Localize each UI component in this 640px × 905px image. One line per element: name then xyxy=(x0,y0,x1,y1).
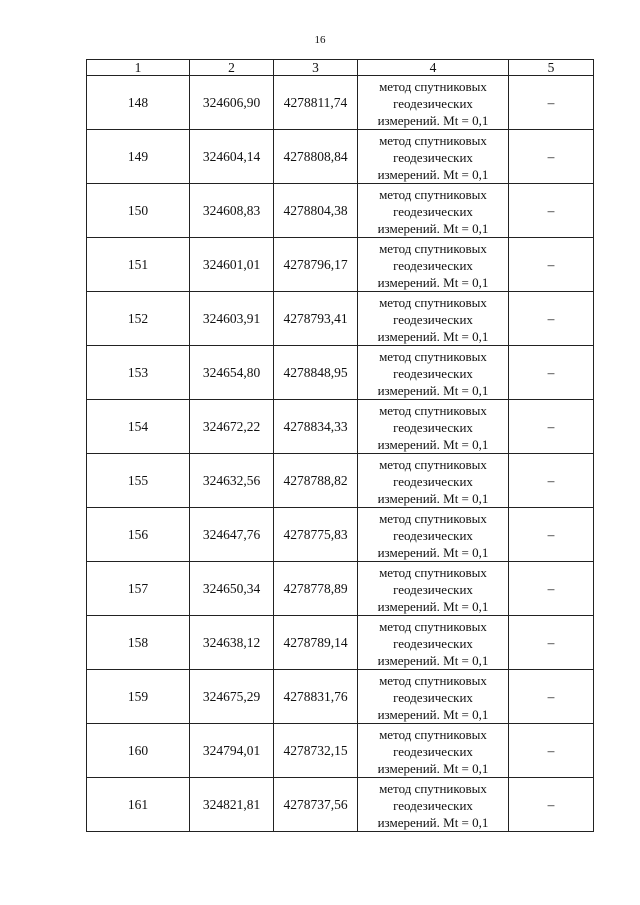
table-row xyxy=(87,76,594,130)
method-cell xyxy=(358,292,509,346)
point-number-cell: 158 xyxy=(87,616,190,670)
method-line: геодезических xyxy=(393,257,473,273)
method-line: геодезических xyxy=(393,797,473,813)
table-row xyxy=(87,562,594,616)
y-coordinate-cell: 4278796,17 xyxy=(274,238,358,292)
y-coordinate-cell: 4278811,74 xyxy=(274,76,358,130)
method-line: измерений. Mt = 0,1 xyxy=(377,436,489,452)
column-5-cell: – xyxy=(509,616,594,670)
method-line: измерений. Mt = 0,1 xyxy=(377,652,489,668)
x-coordinate-cell: 324604,14 xyxy=(190,130,274,184)
table-row xyxy=(87,184,594,238)
x-coordinate-cell: 324638,12 xyxy=(190,616,274,670)
method-cell xyxy=(358,238,509,292)
method-line: метод спутниковых xyxy=(379,294,487,310)
method-cell xyxy=(358,508,509,562)
method-line: измерений. Mt = 0,1 xyxy=(377,328,489,344)
method-line: метод спутниковых xyxy=(379,240,487,256)
method-line: метод спутниковых xyxy=(379,618,487,634)
method-line: геодезических xyxy=(393,95,473,111)
method-line: геодезических xyxy=(393,149,473,165)
method-line: геодезических xyxy=(393,473,473,489)
x-coordinate-cell: 324821,81 xyxy=(190,778,274,832)
method-cell xyxy=(358,184,509,238)
point-number-cell: 151 xyxy=(87,238,190,292)
method-line: метод спутниковых xyxy=(379,672,487,688)
y-coordinate-cell: 4278778,89 xyxy=(274,562,358,616)
column-header-4: 4 xyxy=(358,60,509,76)
point-number-cell: 148 xyxy=(87,76,190,130)
coordinates-table xyxy=(86,59,594,832)
point-number-cell: 150 xyxy=(87,184,190,238)
method-line: измерений. Mt = 0,1 xyxy=(377,760,489,776)
method-line: геодезических xyxy=(393,689,473,705)
table-header xyxy=(87,60,594,76)
x-coordinate-cell: 324603,91 xyxy=(190,292,274,346)
y-coordinate-cell: 4278732,15 xyxy=(274,724,358,778)
method-line: измерений. Mt = 0,1 xyxy=(377,274,489,290)
x-coordinate-cell: 324794,01 xyxy=(190,724,274,778)
table-row xyxy=(87,130,594,184)
method-line: геодезических xyxy=(393,365,473,381)
column-5-cell: – xyxy=(509,292,594,346)
y-coordinate-cell: 4278789,14 xyxy=(274,616,358,670)
point-number-cell: 152 xyxy=(87,292,190,346)
method-line: метод спутниковых xyxy=(379,780,487,796)
method-line: измерений. Mt = 0,1 xyxy=(377,598,489,614)
method-cell xyxy=(358,562,509,616)
column-5-cell: – xyxy=(509,724,594,778)
column-5-cell: – xyxy=(509,130,594,184)
method-line: измерений. Mt = 0,1 xyxy=(377,112,489,128)
method-line: геодезических xyxy=(393,203,473,219)
x-coordinate-cell: 324654,80 xyxy=(190,346,274,400)
method-line: геодезических xyxy=(393,743,473,759)
method-line: метод спутниковых xyxy=(379,186,487,202)
method-line: измерений. Mt = 0,1 xyxy=(377,220,489,236)
point-number-cell: 157 xyxy=(87,562,190,616)
point-number-cell: 156 xyxy=(87,508,190,562)
x-coordinate-cell: 324608,83 xyxy=(190,184,274,238)
method-line: метод спутниковых xyxy=(379,132,487,148)
column-5-cell: – xyxy=(509,778,594,832)
table-row xyxy=(87,778,594,832)
column-5-cell: – xyxy=(509,346,594,400)
column-5-cell: – xyxy=(509,508,594,562)
y-coordinate-cell: 4278804,38 xyxy=(274,184,358,238)
method-cell xyxy=(358,670,509,724)
method-cell xyxy=(358,724,509,778)
x-coordinate-cell: 324675,29 xyxy=(190,670,274,724)
column-header-2: 2 xyxy=(190,60,274,76)
method-line: геодезических xyxy=(393,581,473,597)
method-line: измерений. Mt = 0,1 xyxy=(377,382,489,398)
column-5-cell: – xyxy=(509,400,594,454)
header-row xyxy=(87,60,594,76)
method-cell xyxy=(358,454,509,508)
point-number-cell: 154 xyxy=(87,400,190,454)
point-number-cell: 149 xyxy=(87,130,190,184)
method-line: метод спутниковых xyxy=(379,564,487,580)
method-line: измерений. Mt = 0,1 xyxy=(377,166,489,182)
column-5-cell: – xyxy=(509,184,594,238)
x-coordinate-cell: 324650,34 xyxy=(190,562,274,616)
x-coordinate-cell: 324672,22 xyxy=(190,400,274,454)
table-row xyxy=(87,616,594,670)
table-row xyxy=(87,724,594,778)
point-number-cell: 153 xyxy=(87,346,190,400)
method-cell xyxy=(358,76,509,130)
table-row xyxy=(87,346,594,400)
method-line: метод спутниковых xyxy=(379,402,487,418)
y-coordinate-cell: 4278788,82 xyxy=(274,454,358,508)
column-5-cell: – xyxy=(509,454,594,508)
y-coordinate-cell: 4278793,41 xyxy=(274,292,358,346)
table-row xyxy=(87,508,594,562)
table-row xyxy=(87,454,594,508)
column-header-1: 1 xyxy=(87,60,190,76)
point-number-cell: 160 xyxy=(87,724,190,778)
column-5-cell: – xyxy=(509,670,594,724)
method-line: метод спутниковых xyxy=(379,348,487,364)
table-row xyxy=(87,238,594,292)
method-line: измерений. Mt = 0,1 xyxy=(377,814,489,830)
x-coordinate-cell: 324647,76 xyxy=(190,508,274,562)
method-cell xyxy=(358,778,509,832)
method-line: метод спутниковых xyxy=(379,726,487,742)
method-line: геодезических xyxy=(393,419,473,435)
point-number-cell: 159 xyxy=(87,670,190,724)
method-line: метод спутниковых xyxy=(379,78,487,94)
point-number-cell: 155 xyxy=(87,454,190,508)
method-cell xyxy=(358,400,509,454)
column-5-cell: – xyxy=(509,562,594,616)
table-body xyxy=(87,76,594,832)
point-number-cell: 161 xyxy=(87,778,190,832)
y-coordinate-cell: 4278848,95 xyxy=(274,346,358,400)
x-coordinate-cell: 324632,56 xyxy=(190,454,274,508)
y-coordinate-cell: 4278834,33 xyxy=(274,400,358,454)
method-line: метод спутниковых xyxy=(379,510,487,526)
method-line: геодезических xyxy=(393,527,473,543)
x-coordinate-cell: 324601,01 xyxy=(190,238,274,292)
column-header-5: 5 xyxy=(509,60,594,76)
y-coordinate-cell: 4278831,76 xyxy=(274,670,358,724)
method-cell xyxy=(358,346,509,400)
method-line: измерений. Mt = 0,1 xyxy=(377,490,489,506)
page-number: 16 xyxy=(314,34,326,46)
x-coordinate-cell: 324606,90 xyxy=(190,76,274,130)
method-cell xyxy=(358,616,509,670)
method-line: измерений. Mt = 0,1 xyxy=(377,544,489,560)
y-coordinate-cell: 4278775,83 xyxy=(274,508,358,562)
y-coordinate-cell: 4278808,84 xyxy=(274,130,358,184)
y-coordinate-cell: 4278737,56 xyxy=(274,778,358,832)
column-5-cell: – xyxy=(509,76,594,130)
method-cell xyxy=(358,130,509,184)
column-5-cell: – xyxy=(509,238,594,292)
method-line: геодезических xyxy=(393,635,473,651)
table-row xyxy=(87,292,594,346)
method-line: измерений. Mt = 0,1 xyxy=(377,706,489,722)
method-line: геодезических xyxy=(393,311,473,327)
column-header-3: 3 xyxy=(274,60,358,76)
table-row xyxy=(87,400,594,454)
table-row xyxy=(87,670,594,724)
method-line: метод спутниковых xyxy=(379,456,487,472)
